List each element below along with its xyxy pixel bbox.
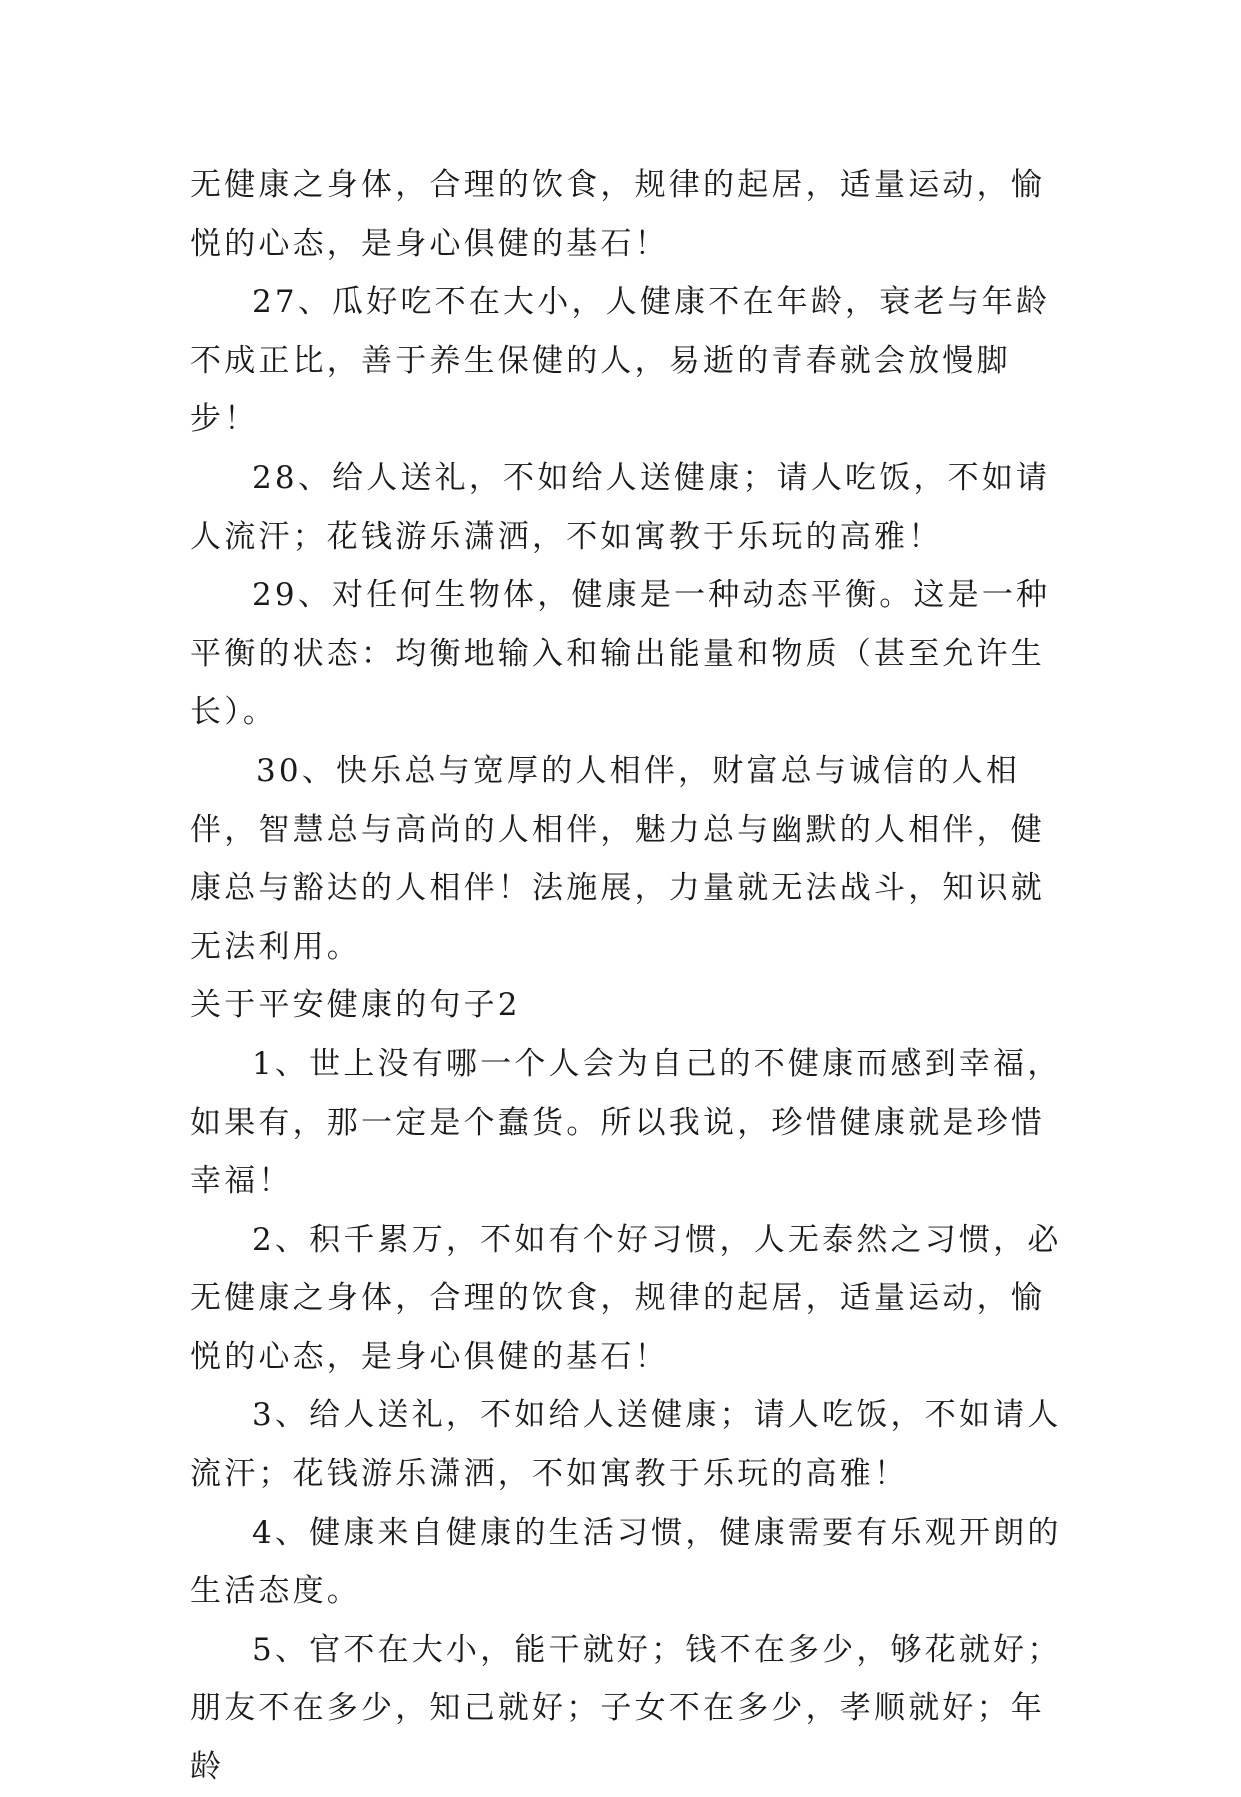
section-paragraph-2: 2、积千累万，不如有个好习惯，人无泰然之习惯，必无健康之身体，合理的饮食，规律的起居，适量运动，愉悦的心态，是身心俱健的基石！ <box>190 1221 1062 1375</box>
document-body <box>190 156 1070 1797</box>
paragraph-30: 30、快乐总与宽厚的人相伴，财富总与诚信的人相伴，智慧总与高尚的人相伴，魅力总与幽默的人相伴，健康总与豁达的人相伴！法施展，力量就无法战斗，知识就无法利用。 <box>190 752 1045 965</box>
paragraph-continuation: 无健康之身体，合理的饮食，规律的起居，适量运动，愉悦的心态，是身心俱健的基石！ <box>190 167 1045 262</box>
paragraph-29: 29、对任何生物体，健康是一种动态平衡。这是一种平衡的状态：均衡地输入和输出能量和物质（甚至允许生长）。 <box>190 577 1051 731</box>
section-paragraph-1: 1、世上没有哪一个人会为自己的不健康而感到幸福，如果有，那一定是个蠢货。所以我说，珍惜健康就是珍惜幸福！ <box>190 1045 1062 1200</box>
paragraph-27: 27、瓜好吃不在大小，人健康不在年龄，衰老与年龄不成正比，善于养生保健的人，易逝的青春就会放慢脚步！ <box>190 284 1051 438</box>
section-paragraph-4: 4、健康来自健康的生活习惯，健康需要有乐观开朗的生活态度。 <box>190 1514 1062 1610</box>
paragraph-28: 28、给人送礼，不如给人送健康；请人吃饭，不如请人流汗；花钱游乐潇洒，不如寓教于乐玩的高雅！ <box>190 459 1051 555</box>
section-heading: 关于平安健康的句子2 <box>190 987 521 1024</box>
section-paragraph-5: 5、官不在大小，能干就好；钱不在多少，够花就好；朋友不在多少，知己就好；子女不在多少，孝顺就好；年龄 <box>190 1631 1062 1786</box>
section-paragraph-3: 3、给人送礼，不如给人送健康；请人吃饭，不如请人流汗；花钱游乐潇洒，不如寓教于乐玩的高雅！ <box>190 1397 1062 1493</box>
